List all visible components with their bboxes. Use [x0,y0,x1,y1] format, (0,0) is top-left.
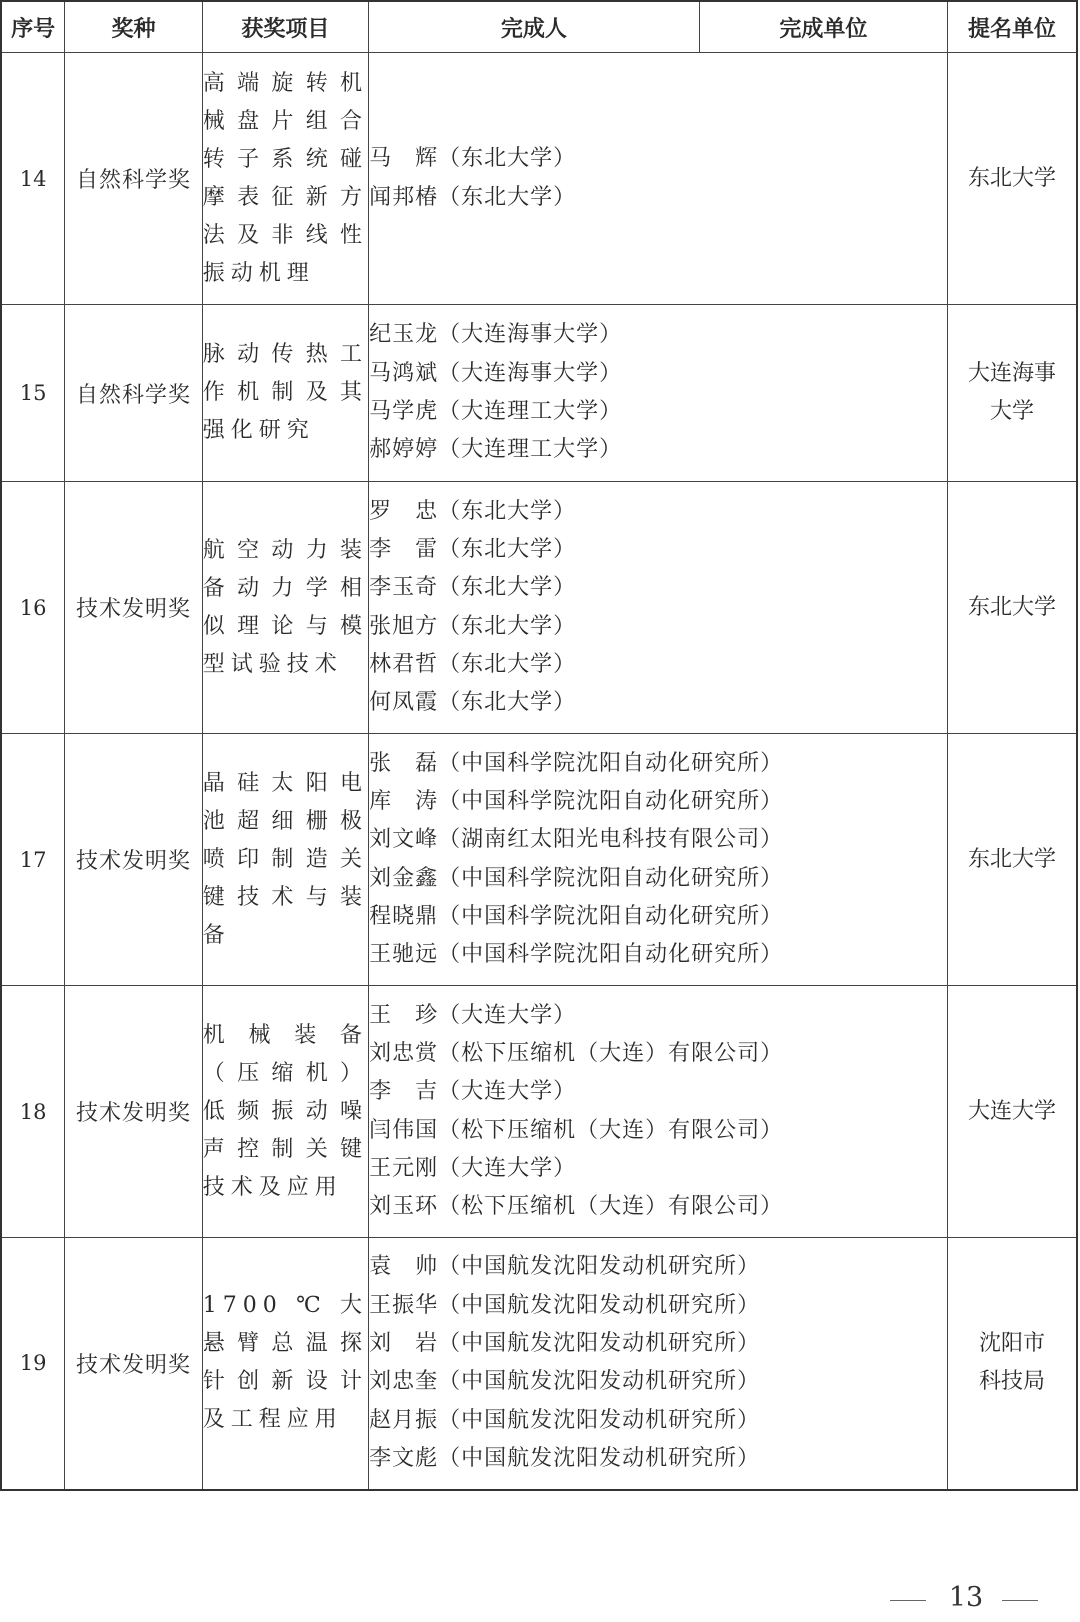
footer-dash-left [890,1600,926,1601]
cell-nominator [948,53,1077,305]
person-entry: 马鸿斌（大连海事大学） [369,360,623,386]
cell-seq: 15 [1,305,65,482]
person-entry: 刘玉环（松下压缩机（大连）有限公司） [369,1194,784,1220]
person-entry: 李 吉（大连大学） [369,1079,577,1105]
person-entry: 张 磊（中国科学院沈阳自动化研究所） [369,750,784,776]
page-number: 13 [948,1582,984,1613]
person-entry: 何凤霞（东北大学） [369,690,577,716]
nominator-line: 东北大学 [968,846,1057,872]
person-entry: 闻邦椿（东北大学） [369,184,577,210]
cell-kind: 技术发明奖 [65,1238,203,1490]
person-entry: 闫伟国（松下压缩机（大连）有限公司） [369,1117,784,1143]
cell-people [369,986,948,1238]
person-entry: 刘金鑫（中国科学院沈阳自动化研究所） [369,865,784,891]
person-entry: 李 雷（东北大学） [369,536,577,562]
person-entry: 罗 忠（东北大学） [369,498,577,524]
person-entry: 纪玉龙（大连海事大学） [369,322,623,348]
nominator-line: 大连海事 [968,361,1057,386]
cell-kind: 自然科学奖 [65,53,203,305]
table-row [1,305,1077,482]
nominator-line: 东北大学 [968,594,1057,620]
cell-project: 脉动传热工作机制及其强化研究 [202,305,368,482]
table-row [1,1238,1077,1490]
cell-project: 1700℃大悬臂总温探针创新设计及工程应用 [202,1238,368,1490]
cell-people [369,482,948,734]
header-seq: 序号 [1,1,65,53]
cell-nominator [948,482,1077,734]
person-entry: 李玉奇（东北大学） [369,575,577,601]
nominator-line: 大学 [990,399,1035,424]
cell-project: 机械装备（压缩机）低频振动噪声控制关键技术及应用 [202,986,368,1238]
person-entry: 程晓鼎（中国科学院沈阳自动化研究所） [369,903,784,929]
person-entry: 张旭方（东北大学） [369,613,577,639]
table-row [1,734,1077,986]
table-row [1,986,1077,1238]
cell-kind: 技术发明奖 [65,986,203,1238]
footer-dash-right [1002,1600,1038,1601]
header-people: 完成人 [369,1,700,53]
header-unit: 完成单位 [699,1,947,53]
cell-seq: 19 [1,1238,65,1490]
cell-nominator [948,734,1077,986]
cell-seq: 14 [1,53,65,305]
nominator-line: 科技局 [979,1369,1046,1395]
person-entry: 袁 帅（中国航发沈阳发动机研究所） [369,1254,761,1280]
cell-kind: 技术发明奖 [65,734,203,986]
cell-people [369,305,948,482]
person-entry: 刘文峰（湖南红太阳光电科技有限公司） [369,827,784,853]
table-row [1,482,1077,734]
header-kind: 奖种 [65,1,203,53]
cell-kind: 自然科学奖 [65,305,203,482]
person-entry: 赵月振（中国航发沈阳发动机研究所） [369,1407,761,1433]
cell-kind: 技术发明奖 [65,482,203,734]
header-project: 获奖项目 [202,1,368,53]
cell-project: 晶硅太阳电池超细栅极喷印制造关键技术与装备 [202,734,368,986]
cell-seq: 16 [1,482,65,734]
person-entry: 刘忠赏（松下压缩机（大连）有限公司） [369,1040,784,1066]
cell-project: 高端旋转机械盘片组合转子系统碰摩表征新方法及非线性振动机理 [202,53,368,305]
person-entry: 李文彪（中国航发沈阳发动机研究所） [369,1445,761,1471]
person-entry: 马 辉（东北大学） [369,146,577,172]
nominator-line: 东北大学 [968,165,1057,191]
person-entry: 王 珍（大连大学） [369,1002,577,1028]
table-row [1,53,1077,305]
person-entry: 林君哲（东北大学） [369,651,577,677]
cell-people [369,1238,948,1490]
person-entry: 王驰远（中国科学院沈阳自动化研究所） [369,942,784,968]
cell-seq: 17 [1,734,65,986]
person-entry: 刘忠奎（中国航发沈阳发动机研究所） [369,1369,761,1395]
person-entry: 马学虎（大连理工大学） [369,399,623,424]
person-entry: 刘 岩（中国航发沈阳发动机研究所） [369,1330,761,1356]
person-entry: 库 涛（中国科学院沈阳自动化研究所） [369,788,784,814]
cell-people [369,734,948,986]
cell-nominator [948,305,1077,482]
nominator-line: 大连大学 [968,1098,1057,1124]
person-entry: 王元刚（大连大学） [369,1155,577,1181]
cell-seq: 18 [1,986,65,1238]
cell-project: 航空动力装备动力学相似理论与模型试验技术 [202,482,368,734]
nominator-line: 沈阳市 [979,1331,1046,1357]
cell-nominator [948,986,1077,1238]
table-header-row [1,1,1077,53]
person-entry: 王振华（中国航发沈阳发动机研究所） [369,1292,761,1318]
cell-nominator [948,1238,1077,1490]
cell-people [369,53,948,305]
header-nominator: 提名单位 [948,1,1077,53]
page-footer [890,1582,1060,1622]
person-entry: 郝婷婷（大连理工大学） [369,437,623,463]
